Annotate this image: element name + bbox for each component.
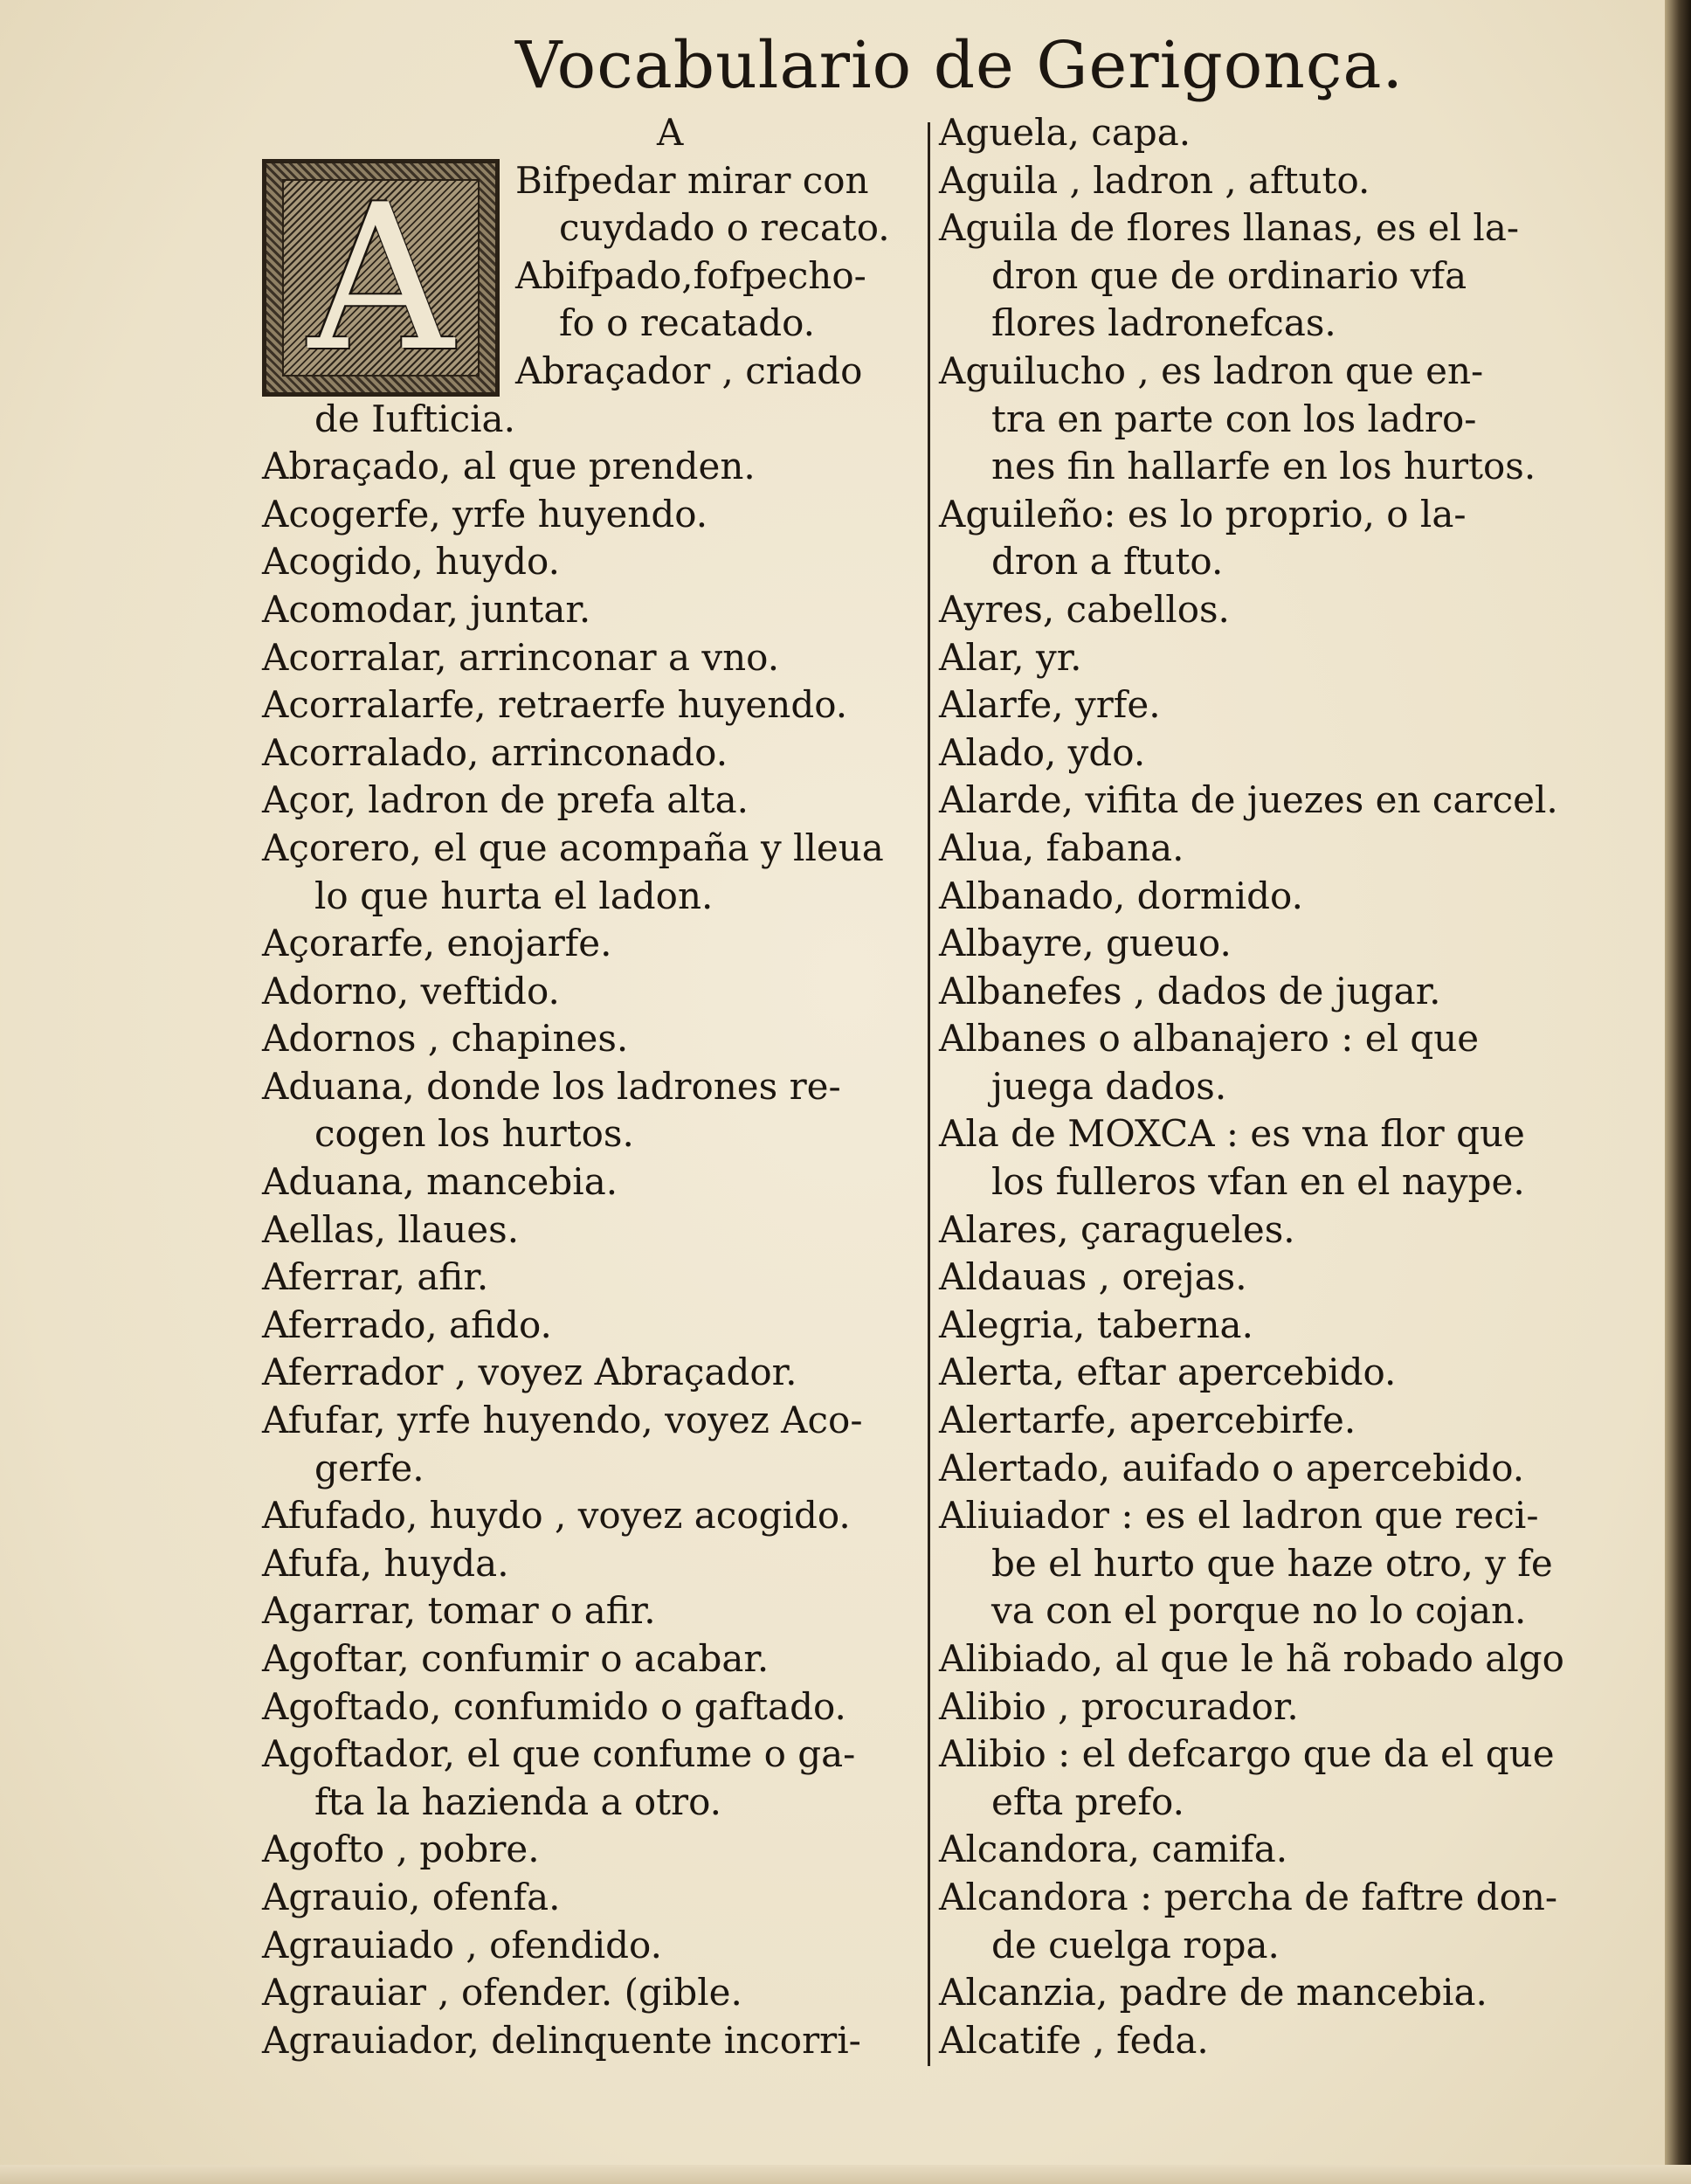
entry-line: Afufar, yrfe huyendo, voyez Aco- [262, 1399, 863, 1442]
entry-line: Alerta, eftar apercebido. [939, 1351, 1397, 1394]
entry-line: flores ladronefcas. [991, 301, 1336, 345]
entry-line: Agoftar, confumir o acabar. [262, 1637, 770, 1680]
entry-line: Alertado, auifado o apercebido. [939, 1446, 1525, 1489]
entry-line: Albanes o albanajero : el que [939, 1017, 1480, 1061]
entry-line: Alar, yr. [939, 635, 1082, 679]
entry-line: Agarrar, tomar o afir. [262, 1589, 656, 1633]
entry-line: Aduana, mancebia. [262, 1160, 618, 1204]
entry-line: Afufado, huydo , voyez acogido. [262, 1494, 851, 1538]
entry-line: Alcanzia, padre de mancebia. [939, 1971, 1487, 2015]
entry-line: Alcandora, camifa. [939, 1828, 1288, 1871]
entry-line: Aduana, donde los ladrones re- [262, 1064, 841, 1108]
entry-line: Aferrado, afido. [262, 1303, 552, 1346]
entry-line: Açorarfe, enojarfe. [262, 922, 612, 965]
entry-line: Albayre, gueuo. [939, 922, 1232, 965]
entry-line: gerfe. [314, 1446, 424, 1489]
entry-line: Adornos , chapines. [262, 1017, 629, 1061]
entry-line: Agoftador, el que confume o ga- [262, 1732, 856, 1776]
entry-line: Bifpedar mirar con [515, 158, 869, 202]
entry-line: Abifpado,fofpecho- [515, 253, 866, 297]
entry-line: Acorralar, arrinconar a vno. [262, 635, 780, 679]
entry-line: Aferrador , voyez Abraçador. [262, 1351, 797, 1394]
entry-line: Aguila de flores llanas, es el la- [939, 206, 1520, 250]
entry-line: Alegria, taberna. [939, 1303, 1253, 1346]
right-column [939, 109, 1564, 2064]
entry-line: Aliuiador : es el ladron que reci- [939, 1494, 1539, 1538]
entry-line: Acomodar, juntar. [262, 587, 591, 631]
entry-line: los fulleros vfan en el naype. [991, 1160, 1525, 1204]
entry-line: tra en parte con los ladro- [991, 397, 1477, 440]
entry-line: Abraçador , criado [515, 349, 863, 392]
entry-line: Alarde, vifita de juezes en carcel. [939, 778, 1558, 822]
entry-line: Alares, çaragueles. [939, 1207, 1295, 1251]
entry-line: Aguila , ladron , aftuto. [939, 158, 1370, 202]
entry-line: Alibiado, al que le hã robado algo [939, 1637, 1564, 1680]
entry-line: Agrauio, ofenfa. [262, 1875, 561, 1918]
entry-line: Agoftado, confumido o gaftado. [262, 1684, 846, 1728]
entry-line: Alcatife , feda. [939, 2018, 1209, 2062]
drop-cap-letter: A [307, 162, 454, 396]
entry-line: Agofto , pobre. [262, 1828, 540, 1871]
section-letter: A [657, 111, 684, 154]
entry-line: fo o recatado. [559, 301, 816, 345]
entry-line: Alibio : el defcargo que da el que [939, 1732, 1555, 1776]
entry-line: Alarfe, yrfe. [939, 683, 1161, 727]
entry-line: fta la hazienda a otro. [314, 1780, 721, 1823]
entry-line: Albanefes , dados de jugar. [939, 969, 1441, 1013]
page-gutter [1665, 0, 1691, 2184]
entry-line: Aguileño: es lo proprio, o la- [939, 492, 1467, 536]
entry-line: lo que hurta el ladon. [314, 874, 714, 917]
entry-line: Aldauas , orejas. [939, 1255, 1247, 1299]
entry-line: Alado, ydo. [939, 730, 1146, 774]
page-bottom-edge [0, 2165, 1691, 2184]
entry-line: Ayres, cabellos. [939, 587, 1230, 631]
entry-line: juega dados. [991, 1064, 1227, 1108]
entry-line: Açor, ladron de prefa alta. [262, 778, 749, 822]
entry-line: Acogido, huydo. [262, 540, 560, 584]
entry-line: va con el porque no lo cojan. [991, 1589, 1527, 1633]
entry-line: Acorralado, arrinconado. [262, 730, 728, 774]
page-title: Vocabulario de Gerigonça. [515, 28, 1404, 103]
entry-line: cuydado o recato. [559, 206, 890, 250]
column-divider [928, 122, 930, 2066]
entry-line: be el hurto que haze otro, y fe [991, 1541, 1553, 1585]
entry-line: Aguilucho , es ladron que en- [939, 349, 1484, 392]
entry-line: de cuelga ropa. [991, 1923, 1280, 1966]
entry-line: Acogerfe, yrfe huyendo. [262, 492, 708, 536]
entry-line: Aferrar, afir. [262, 1255, 489, 1299]
entry-line: Alcandora : percha de faftre don- [939, 1875, 1558, 1918]
entry-line: Alua, fabana. [939, 826, 1184, 869]
entry-line: Agrauiado , ofendido. [262, 1923, 662, 1966]
entry-line: Alertarfe, apercebirfe. [939, 1399, 1356, 1442]
entry-line: Acorralarfe, retraerfe huyendo. [262, 683, 848, 727]
entry-line: Adorno, veftido. [262, 969, 560, 1013]
entry-line: Albanado, dormido. [939, 874, 1303, 917]
entry-line: dron a ftuto. [991, 540, 1224, 584]
entry-line: de Iufticia. [314, 397, 515, 440]
entry-line: efta prefo. [991, 1780, 1184, 1823]
entry-line: Aguela, capa. [939, 111, 1191, 154]
entry-line: Abraçado, al que prenden. [262, 445, 756, 488]
entry-line: Agrauiar , ofender. (gible. [262, 1971, 742, 2015]
entry-line: Alibio , procurador. [939, 1684, 1299, 1728]
entry-line: Açorero, el que acompaña y lleua [262, 826, 884, 869]
left-column [262, 109, 890, 2064]
entry-line: nes fin hallarfe en los hurtos. [991, 445, 1536, 488]
entry-line: Aellas, llaues. [262, 1207, 520, 1251]
entry-line: dron que de ordinario vfa [991, 253, 1467, 297]
entry-line: cogen los hurtos. [314, 1112, 634, 1156]
entry-line: Afufa, huyda. [262, 1541, 509, 1585]
entry-line: Agrauiador, delinquente incorri- [262, 2018, 861, 2062]
entry-line: Ala de MOXCA : es vna flor que [939, 1112, 1525, 1156]
